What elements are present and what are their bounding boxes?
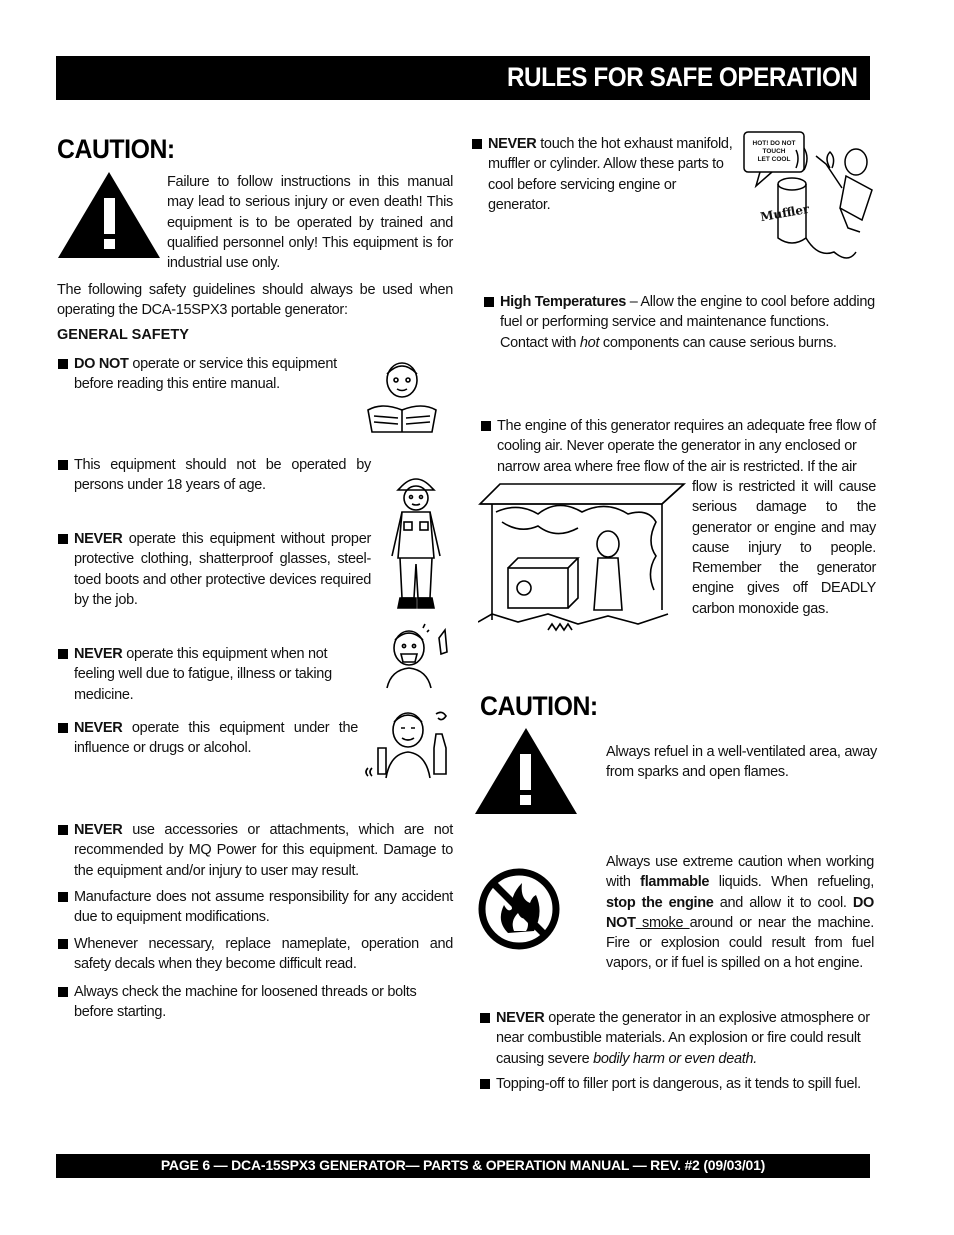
bullet-icon [58, 534, 68, 544]
item-text: operate the generator in an explosive atmosphere or near combustible materials. An explosion or fire could result causing severe [496, 1010, 870, 1067]
page-title: RULES FOR SAFE OPERATION [507, 62, 858, 92]
item-lead: NEVER [496, 1010, 545, 1026]
list-item [472, 134, 734, 215]
list-item [58, 529, 371, 610]
list-item [58, 455, 371, 496]
reading-manual-person-icon [362, 358, 448, 434]
item-italic: hot [579, 334, 600, 351]
bullet-icon [58, 359, 68, 369]
item-text: operate or service this equipment before reading this entire manual. [74, 356, 337, 393]
caution-intro-text: Failure to follow instructions in this manual may lead to serious injury or even death! This equipment is to be operated by trained and qualified personnel only! This equipment is for industrial use only. [167, 174, 453, 272]
warning-triangle-icon [57, 170, 162, 260]
muffler-sign-line: TOUCH [762, 148, 786, 155]
item-text: This equipment should not be operated by persons under 18 years of age. [74, 457, 371, 494]
item-text: operate this equipment under the influence or drugs or alcohol. [74, 720, 358, 757]
caution-heading-right: CAUTION: [480, 691, 598, 721]
list-item [480, 1074, 876, 1094]
footer-bar [56, 1154, 870, 1178]
list-item [58, 934, 453, 975]
text-run: and allow it to cool. [713, 894, 853, 911]
refuel-text: Always refuel in a well-ventilated area, away from sparks and open flames. [606, 744, 877, 781]
guidelines-text: The following safety guidelines should always be used when operating the DCA-15SPX3 portable generator: [57, 282, 453, 319]
no-open-flame-icon [478, 855, 560, 963]
drinking-person-icon [362, 704, 458, 780]
text-run-underline: smoke [635, 914, 690, 931]
airflow-side-text: flow is restricted it will cause serious damage to the generator or engine and may cause injury to people. Remember the generator engine gives off DEADLY carbon monoxide gas. [692, 479, 876, 617]
text-run: liquids. When refueling, [709, 874, 874, 891]
item-text: Always check the machine for loosened threads or bolts before starting. [74, 984, 417, 1021]
bullet-icon [58, 939, 68, 949]
muffler-sign [746, 140, 802, 164]
list-item [58, 718, 358, 759]
bullet-icon [58, 460, 68, 470]
item-text: The engine of this generator requires an adequate free flow of cooling air. Never operate the generator in any enclosed or narrow area where free flow of the air is restricted. If the air [497, 418, 876, 475]
item-text: use accessories or attachments, which are not recommended by MQ Power for this equipment. Damage to the equipment and/or injury to user may result. [74, 822, 453, 879]
item-lead: NEVER [74, 720, 123, 736]
muffler-illustration [738, 128, 888, 273]
item-lead: High Temperatures [500, 294, 626, 310]
text-run: around or near the machine. Fire or explosion could result from fuel vapors, or if fuel is spilled on a hot engine. [606, 914, 874, 972]
item-lead: NEVER [74, 531, 123, 547]
muffler-sign-line: HOT! DO NOT [752, 140, 796, 147]
bullet-icon [480, 1079, 490, 1089]
flammable-text [606, 852, 874, 974]
worker-hardhat-icon [386, 468, 446, 613]
sick-person-icon [383, 622, 455, 690]
bullet-icon [472, 139, 482, 149]
bullet-icon [484, 297, 494, 307]
item-lead: DO NOT [74, 356, 129, 372]
bullet-icon [58, 649, 68, 659]
text-run-bold: stop the engine [606, 894, 714, 911]
list-item [481, 416, 877, 477]
list-item [58, 820, 453, 881]
header-bar [56, 56, 870, 100]
muffler-sign-line: LET COOL [757, 156, 791, 163]
item-text: Whenever necessary, replace nameplate, operation and safety decals when they become difficult read. [74, 936, 453, 973]
item-italic: bodily harm or even death. [593, 1050, 757, 1067]
bullet-icon [58, 892, 68, 902]
list-item [484, 292, 879, 353]
bullet-icon [480, 1013, 490, 1023]
item-lead: NEVER [74, 646, 123, 662]
item-lead: NEVER [74, 822, 123, 838]
general-safety-heading: GENERAL SAFETY [57, 327, 189, 343]
item-text: Manufacture does not assume responsibility for any accident due to equipment modifications. [74, 889, 453, 926]
item-text: touch the hot exhaust manifold, muffler or cylinder. Allow these parts to cool before servicing engine or generator. [488, 136, 733, 213]
item-text: Topping-off to filler port is dangerous, as it tends to spill fuel. [496, 1076, 861, 1092]
item-text: – Allow the engine to cool before adding fuel or performing service and maintenance functions. Contact with [500, 294, 875, 351]
bullet-icon [58, 723, 68, 733]
item-lead: NEVER [488, 136, 537, 152]
footer-text: PAGE 6 — DCA-15SPX3 GENERATOR— PARTS & OPERATION MANUAL — REV. #2 (09/03/01) [160, 1157, 766, 1173]
warning-triangle-icon [474, 727, 578, 815]
item-text: operate this equipment without proper protective clothing, shatterproof glasses, steel-toed boots and other protective devices required by the job. [74, 531, 371, 608]
enclosed-generator-illustration [478, 482, 688, 642]
list-item [58, 982, 453, 1023]
list-item [480, 1008, 876, 1069]
bullet-icon [481, 421, 491, 431]
text-run-bold: DO NOT [606, 894, 874, 931]
muffler-label: Muffler [759, 201, 811, 225]
list-item [58, 354, 371, 395]
bullet-icon [58, 987, 68, 997]
text-run-bold: flammable [640, 874, 710, 891]
item-text: components can cause serious burns. [599, 334, 837, 351]
caution-heading-left: CAUTION: [57, 134, 175, 164]
list-item [58, 644, 371, 705]
item-text: operate this equipment when not feeling well due to fatigue, illness or taking medicine. [74, 646, 332, 703]
list-item [58, 887, 453, 928]
bullet-icon [58, 825, 68, 835]
text-run: Always use extreme caution when working with [606, 854, 874, 891]
